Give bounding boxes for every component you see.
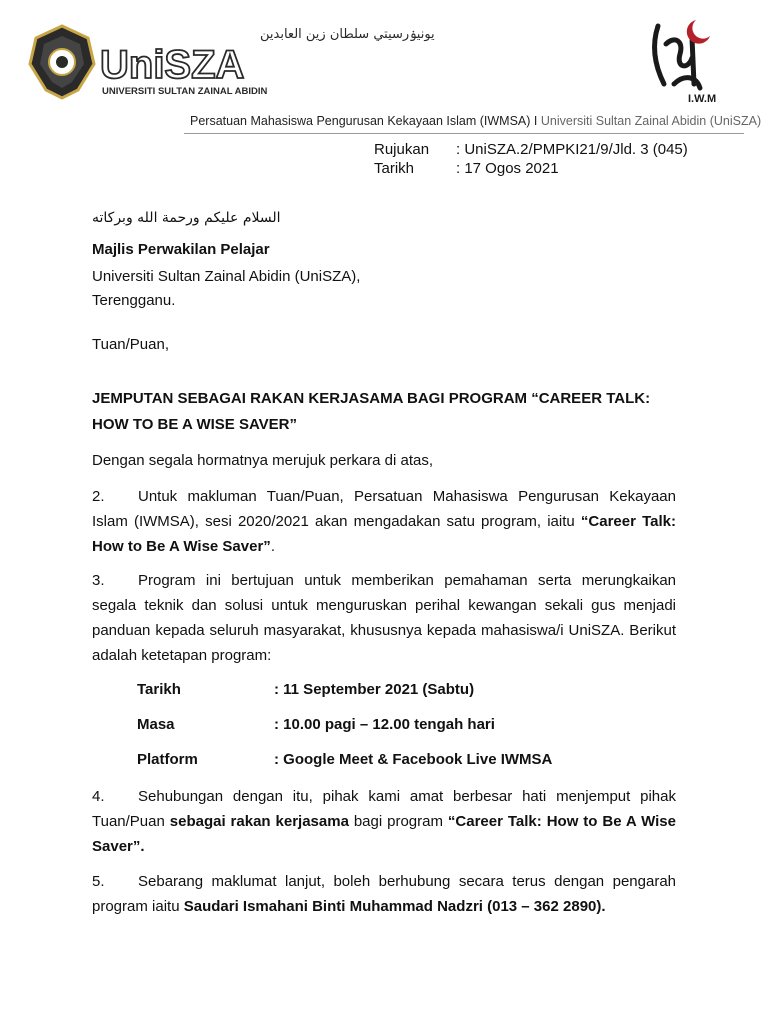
- paragraph-2-number: 2.: [92, 488, 105, 505]
- detail-value-platform: : Google Meet & Facebook Live IWMSA: [274, 751, 553, 768]
- header-org-name: Persatuan Mahasiswa Pengurusan Kekayaan Islam (IWMSA) I: [190, 114, 538, 128]
- paragraph-5-contact: Saudari Ismahani Binti Muhammad Nadzri (013 – 362 2890).: [183, 898, 606, 915]
- recipient-line-1: Universiti Sultan Zainal Abidin (UniSZA),: [92, 268, 361, 285]
- detail-value-date: : 11 September 2021 (Sabtu): [274, 681, 475, 698]
- paragraph-2-text: Untuk makluman Tuan/Puan, Persatuan Mahasiswa Pengurusan Kekayaan Islam (IWMSA), sesi 2020/2021 akan mengadakan satu program, iaitu: [92, 488, 676, 530]
- rujukan-value: : UniSZA.2/PMPKI21/9/Jld. 3 (045): [456, 141, 688, 158]
- detail-value-time: : 10.00 pagi – 12.00 tengah hari: [274, 716, 495, 733]
- paragraph-3-number: 3.: [92, 572, 105, 589]
- paragraph-4-text-1: Sehubungan dengan itu, pihak kami amat berbesar hati menjemput pihak Tuan/Puan: [92, 788, 676, 830]
- subject-line-2: HOW TO BE A WISE SAVER”: [92, 416, 298, 433]
- paragraph-4-number: 4.: [92, 788, 105, 805]
- unisza-logo-arabic: يونيۏرسيتي سلطان زين العابدين: [260, 27, 435, 42]
- paragraph-2-end: .: [270, 538, 275, 555]
- greeting: Tuan/Puan,: [92, 336, 169, 353]
- paragraph-4-bold-2: “Career Talk: How to Be A Wise Saver”.: [92, 813, 676, 855]
- paragraph-3-text: Program ini bertujuan untuk memberikan pemahaman serta merungkaikan segala teknik dan solusi untuk menguruskan perihal kewangan sekali gus menjadi panduan kepada seluruh masyarakat, khususnya kepada mahasiswa/i UniSZA. Berikut adalah ketetapan program:: [92, 572, 676, 664]
- header-divider: [184, 133, 744, 134]
- recipient-line-2: Terengganu.: [92, 292, 176, 309]
- paragraph-5: [92, 869, 676, 919]
- tarikh-label: Tarikh: [374, 160, 415, 177]
- paragraph-4-bold-1: sebagai rakan kerjasama: [169, 813, 349, 830]
- paragraph-3: [92, 568, 676, 668]
- header-university-name: Universiti Sultan Zainal Abidin (UniSZA): [540, 114, 762, 128]
- iwm-logo-text: I.W.M: [688, 93, 717, 105]
- iwm-logo: [644, 14, 734, 110]
- paragraph-4-text-2: bagi program: [348, 813, 448, 830]
- tarikh-value: : 17 Ogos 2021: [456, 160, 559, 177]
- paragraph-5-number: 5.: [92, 873, 105, 890]
- reference-tarikh: [374, 160, 559, 177]
- header-organisation-line: [190, 114, 761, 128]
- unisza-logo-subtitle: UNIVERSITI SULTAN ZAINAL ABIDIN: [102, 86, 268, 97]
- paragraph-2: [92, 484, 676, 559]
- reference-rujukan: [374, 141, 688, 158]
- rujukan-label: Rujukan: [374, 141, 430, 158]
- detail-label-date: Tarikh: [137, 681, 181, 698]
- paragraph-5-text: Sebarang maklumat lanjut, boleh berhubung secara terus dengan pengarah program iaitu: [92, 873, 676, 915]
- subject-line-1: JEMPUTAN SEBAGAI RAKAN KERJASAMA BAGI PROGRAM “CAREER TALK:: [92, 390, 651, 407]
- detail-label-platform: Platform: [137, 751, 198, 768]
- paragraph-2-program-title: “Career Talk: How to Be A Wise Saver”: [92, 513, 676, 555]
- detail-label-time: Masa: [137, 716, 175, 733]
- arabic-salutation: السلام عليكم ورحمة الله وبركاته: [92, 210, 281, 226]
- unisza-logo-name: UniSZA: [100, 43, 245, 87]
- unisza-crest-icon: [30, 26, 94, 98]
- paragraph-4: [92, 784, 676, 859]
- recipient-name: Majlis Perwakilan Pelajar: [92, 241, 270, 258]
- opening-line: Dengan segala hormatnya merujuk perkara di atas,: [92, 452, 434, 469]
- unisza-logo: [26, 22, 435, 102]
